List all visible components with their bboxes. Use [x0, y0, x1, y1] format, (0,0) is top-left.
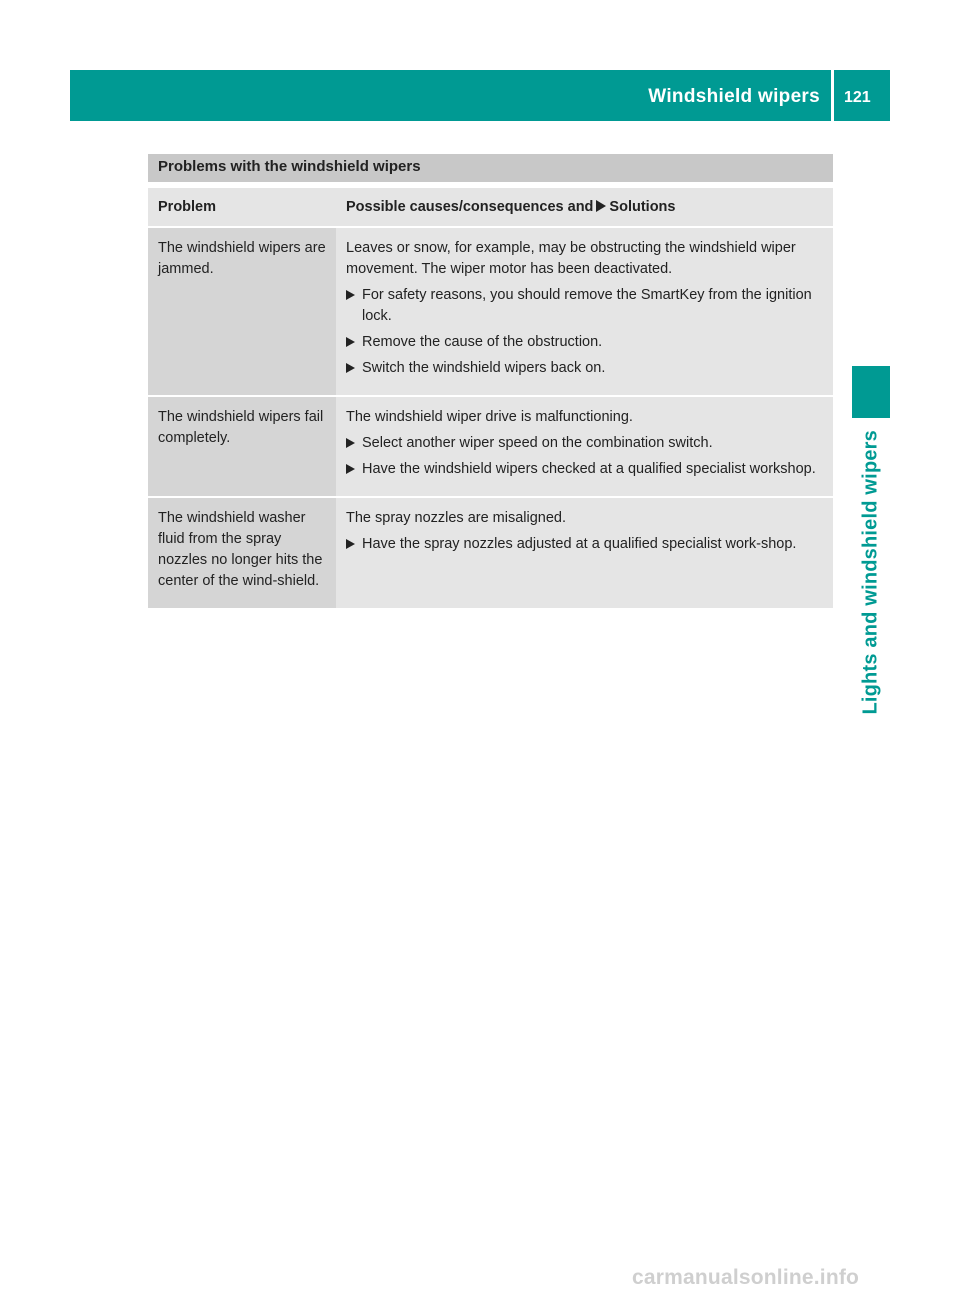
step-item — [346, 358, 823, 379]
problem-cell: The windshield washer fluid from the spray nozzles no longer hits the center of the wind-shield. — [148, 498, 336, 610]
step-item — [346, 285, 823, 327]
step-text: Have the spray nozzles adjusted at a qualified specialist work-shop. — [362, 536, 797, 552]
table-row — [148, 228, 833, 397]
step-text: For safety reasons, you should remove the SmartKey from the ignition lock. — [362, 287, 812, 324]
step-text: Have the windshield wipers checked at a qualified specialist workshop. — [362, 461, 816, 477]
step-text: Select another wiper speed on the combination switch. — [362, 435, 713, 451]
solution-cell — [336, 228, 833, 397]
arrow-icon — [346, 464, 355, 474]
arrow-icon — [346, 290, 355, 300]
table-title: Problems with the windshield wipers — [148, 154, 833, 182]
step-text: Switch the windshield wipers back on. — [362, 360, 606, 376]
step-item — [346, 332, 823, 353]
cause-text: Leaves or snow, for example, may be obstructing the windshield wiper movement. The wiper motor has been deactivated. — [346, 240, 796, 277]
chapter-label-text: Lights and windshield wipers — [859, 430, 882, 715]
section-title: Windshield wipers — [648, 86, 820, 107]
table-row — [148, 397, 833, 498]
step-item — [346, 459, 823, 480]
header-solutions-suffix: Solutions — [609, 199, 676, 215]
arrow-icon — [596, 200, 606, 212]
problem-cell: The windshield wipers fail completely. — [148, 397, 336, 498]
solution-cell — [336, 397, 833, 498]
troubleshooting-table — [148, 188, 833, 610]
step-item — [346, 433, 823, 454]
step-text: Remove the cause of the obstruction. — [362, 334, 603, 350]
header-divider — [831, 70, 834, 121]
table-header-row — [148, 188, 833, 228]
header-solutions-prefix: Possible causes/consequences and — [346, 199, 594, 215]
header-solutions — [336, 188, 833, 228]
table-row — [148, 498, 833, 610]
chapter-tab-label — [852, 430, 890, 760]
arrow-icon — [346, 363, 355, 373]
cause-text: The windshield wiper drive is malfunctioning. — [346, 409, 633, 425]
chapter-tab-marker — [852, 366, 890, 418]
page-number: 121 — [844, 89, 871, 106]
arrow-icon — [346, 539, 355, 549]
cause-text: The spray nozzles are misaligned. — [346, 510, 567, 526]
header-bar — [70, 70, 890, 121]
arrow-icon — [346, 337, 355, 347]
step-item — [346, 534, 823, 555]
problem-cell: The windshield wipers are jammed. — [148, 228, 336, 397]
header-problem: Problem — [148, 188, 336, 228]
solution-cell — [336, 498, 833, 610]
arrow-icon — [346, 438, 355, 448]
watermark: carmanualsonline.info — [632, 1266, 860, 1289]
